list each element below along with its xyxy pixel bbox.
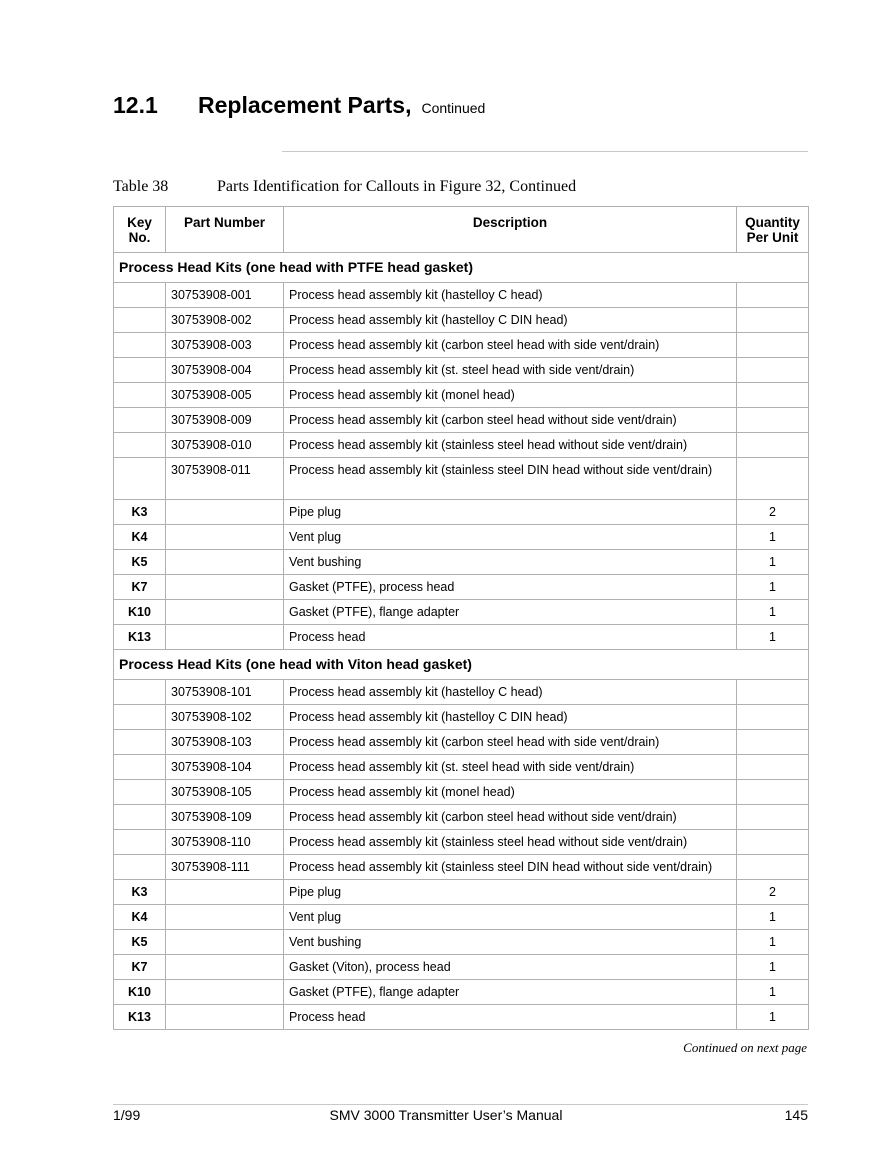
quantity-cell: 1	[737, 600, 809, 625]
heading-rule	[282, 151, 808, 152]
table-row	[114, 433, 809, 458]
part-number-cell: 30753908-103	[166, 730, 284, 755]
description-cell: Vent bushing	[284, 550, 737, 575]
description-cell: Process head assembly kit (monel head)	[284, 383, 737, 408]
table-row	[114, 830, 809, 855]
quantity-cell	[737, 805, 809, 830]
part-number-cell: 30753908-109	[166, 805, 284, 830]
table-row	[114, 955, 809, 980]
header-description: Description	[284, 207, 737, 253]
key-cell	[114, 333, 166, 358]
key-cell	[114, 755, 166, 780]
table-row	[114, 905, 809, 930]
key-cell	[114, 705, 166, 730]
footer-rule	[113, 1104, 808, 1105]
description-cell: Process head assembly kit (carbon steel head with side vent/drain)	[284, 333, 737, 358]
description-cell: Pipe plug	[284, 500, 737, 525]
table-row	[114, 525, 809, 550]
description-cell: Vent bushing	[284, 930, 737, 955]
table-title: Parts Identification for Callouts in Figure 32, Continued	[217, 178, 577, 195]
key-cell: K7	[114, 955, 166, 980]
part-number-cell	[166, 905, 284, 930]
table-row	[114, 283, 809, 308]
part-number-cell	[166, 980, 284, 1005]
quantity-cell: 1	[737, 1005, 809, 1030]
part-number-cell: 30753908-101	[166, 680, 284, 705]
table-row	[114, 930, 809, 955]
description-cell: Process head assembly kit (stainless steel DIN head without side vent/drain)	[284, 458, 737, 500]
key-cell: K5	[114, 930, 166, 955]
description-cell: Process head assembly kit (stainless steel head without side vent/drain)	[284, 433, 737, 458]
description-cell: Process head assembly kit (st. steel head with side vent/drain)	[284, 358, 737, 383]
key-cell	[114, 458, 166, 500]
table-row	[114, 408, 809, 433]
description-cell: Vent plug	[284, 905, 737, 930]
table-row	[114, 575, 809, 600]
table-row	[114, 333, 809, 358]
description-cell: Gasket (Viton), process head	[284, 955, 737, 980]
key-cell	[114, 730, 166, 755]
table-number: Table 38	[113, 178, 169, 195]
key-cell	[114, 830, 166, 855]
quantity-cell	[737, 755, 809, 780]
part-number-cell: 30753908-001	[166, 283, 284, 308]
table-row	[114, 625, 809, 650]
key-cell: K5	[114, 550, 166, 575]
table-row	[114, 805, 809, 830]
quantity-cell	[737, 458, 809, 500]
key-cell	[114, 680, 166, 705]
part-number-cell: 30753908-005	[166, 383, 284, 408]
continued-note: Continued on next page	[683, 1040, 807, 1055]
part-number-cell	[166, 600, 284, 625]
description-cell: Process head assembly kit (stainless steel head without side vent/drain)	[284, 830, 737, 855]
table-row	[114, 755, 809, 780]
quantity-cell: 1	[737, 955, 809, 980]
section-number: 12.1	[113, 92, 158, 118]
quantity-cell	[737, 730, 809, 755]
part-number-cell: 30753908-102	[166, 705, 284, 730]
part-number-cell	[166, 575, 284, 600]
key-cell: K13	[114, 1005, 166, 1030]
key-cell	[114, 283, 166, 308]
quantity-cell	[737, 358, 809, 383]
footer-page-number: 145	[784, 1107, 808, 1123]
part-number-cell	[166, 880, 284, 905]
quantity-cell	[737, 855, 809, 880]
key-cell	[114, 308, 166, 333]
table-body	[114, 253, 809, 1030]
key-cell	[114, 805, 166, 830]
table-row	[114, 383, 809, 408]
quantity-cell	[737, 308, 809, 333]
section-title-cell: Process Head Kits (one head with PTFE head gasket)	[114, 253, 809, 283]
description-cell: Gasket (PTFE), process head	[284, 575, 737, 600]
description-cell: Process head assembly kit (hastelloy C head)	[284, 680, 737, 705]
key-cell: K4	[114, 905, 166, 930]
quantity-cell	[737, 408, 809, 433]
section-title: Replacement Parts,	[198, 92, 412, 118]
table-row	[114, 358, 809, 383]
description-cell: Process head assembly kit (hastelloy C head)	[284, 283, 737, 308]
part-number-cell: 30753908-002	[166, 308, 284, 333]
description-cell: Process head assembly kit (monel head)	[284, 780, 737, 805]
quantity-cell: 2	[737, 880, 809, 905]
header-quantity: Quantity Per Unit	[737, 207, 809, 253]
part-number-cell: 30753908-004	[166, 358, 284, 383]
parts-table	[113, 206, 809, 1030]
part-number-cell	[166, 550, 284, 575]
quantity-cell	[737, 383, 809, 408]
key-cell	[114, 408, 166, 433]
part-number-cell	[166, 525, 284, 550]
section-heading	[113, 92, 485, 119]
description-cell: Process head assembly kit (carbon steel head without side vent/drain)	[284, 805, 737, 830]
quantity-cell: 1	[737, 575, 809, 600]
key-cell	[114, 780, 166, 805]
key-cell	[114, 383, 166, 408]
description-cell: Process head assembly kit (carbon steel head with side vent/drain)	[284, 730, 737, 755]
description-cell: Gasket (PTFE), flange adapter	[284, 600, 737, 625]
key-cell	[114, 358, 166, 383]
quantity-cell: 2	[737, 500, 809, 525]
part-number-cell: 30753908-010	[166, 433, 284, 458]
quantity-cell: 1	[737, 905, 809, 930]
header-key-no: Key No.	[114, 207, 166, 253]
key-cell	[114, 855, 166, 880]
description-cell: Process head assembly kit (stainless steel DIN head without side vent/drain)	[284, 855, 737, 880]
section-row	[114, 650, 809, 680]
part-number-cell	[166, 1005, 284, 1030]
description-cell: Process head	[284, 1005, 737, 1030]
quantity-cell: 1	[737, 980, 809, 1005]
part-number-cell: 30753908-009	[166, 408, 284, 433]
header-part-number: Part Number	[166, 207, 284, 253]
key-cell: K10	[114, 980, 166, 1005]
table-row	[114, 1005, 809, 1030]
part-number-cell: 30753908-003	[166, 333, 284, 358]
description-cell: Process head assembly kit (carbon steel head without side vent/drain)	[284, 408, 737, 433]
table-row	[114, 880, 809, 905]
part-number-cell	[166, 500, 284, 525]
table-header-row	[114, 207, 809, 253]
quantity-cell	[737, 705, 809, 730]
table-row	[114, 730, 809, 755]
key-cell: K10	[114, 600, 166, 625]
description-cell: Vent plug	[284, 525, 737, 550]
key-cell: K4	[114, 525, 166, 550]
table-row	[114, 780, 809, 805]
quantity-cell	[737, 830, 809, 855]
part-number-cell: 30753908-011	[166, 458, 284, 500]
table-row	[114, 980, 809, 1005]
part-number-cell: 30753908-111	[166, 855, 284, 880]
footer-date: 1/99	[113, 1107, 141, 1123]
footer-manual-title: SMV 3000 Transmitter User’s Manual	[329, 1107, 563, 1123]
quantity-cell	[737, 433, 809, 458]
table-row	[114, 308, 809, 333]
quantity-cell: 1	[737, 550, 809, 575]
key-cell	[114, 433, 166, 458]
description-cell: Process head assembly kit (hastelloy C DIN head)	[284, 705, 737, 730]
section-title-cell: Process Head Kits (one head with Viton head gasket)	[114, 650, 809, 680]
section-row	[114, 253, 809, 283]
description-cell: Gasket (PTFE), flange adapter	[284, 980, 737, 1005]
key-cell: K3	[114, 880, 166, 905]
part-number-cell	[166, 955, 284, 980]
quantity-cell: 1	[737, 525, 809, 550]
quantity-cell	[737, 780, 809, 805]
table-caption	[113, 178, 576, 196]
table-row	[114, 680, 809, 705]
description-cell: Process head assembly kit (st. steel head with side vent/drain)	[284, 755, 737, 780]
quantity-cell: 1	[737, 930, 809, 955]
table-row	[114, 458, 809, 500]
quantity-cell	[737, 680, 809, 705]
table-row	[114, 500, 809, 525]
section-continued: Continued	[421, 100, 486, 116]
quantity-cell: 1	[737, 625, 809, 650]
description-cell: Process head assembly kit (hastelloy C DIN head)	[284, 308, 737, 333]
part-number-cell: 30753908-105	[166, 780, 284, 805]
quantity-cell	[737, 283, 809, 308]
key-cell: K3	[114, 500, 166, 525]
part-number-cell: 30753908-110	[166, 830, 284, 855]
table-row	[114, 705, 809, 730]
part-number-cell	[166, 625, 284, 650]
table-row	[114, 550, 809, 575]
description-cell: Pipe plug	[284, 880, 737, 905]
table-row	[114, 600, 809, 625]
part-number-cell	[166, 930, 284, 955]
key-cell: K13	[114, 625, 166, 650]
key-cell: K7	[114, 575, 166, 600]
table-row	[114, 855, 809, 880]
part-number-cell: 30753908-104	[166, 755, 284, 780]
quantity-cell	[737, 333, 809, 358]
description-cell: Process head	[284, 625, 737, 650]
